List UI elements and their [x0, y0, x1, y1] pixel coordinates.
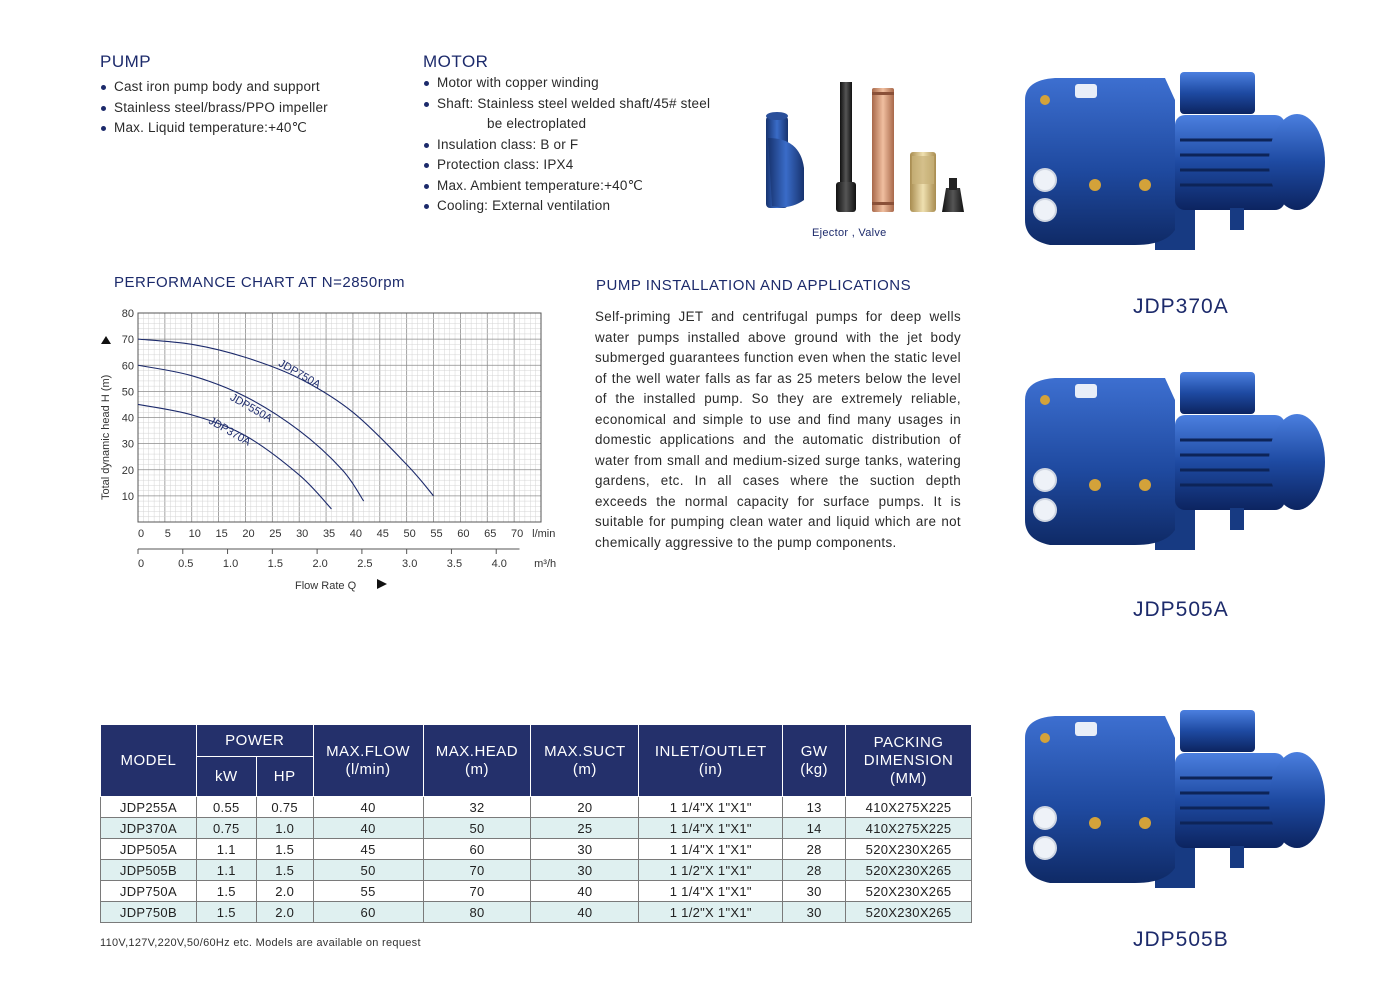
x-tick-label-m3h: 3.5: [446, 558, 463, 570]
header-packing-label2: DIMENSION: [863, 751, 954, 769]
table-cell: 20: [531, 797, 639, 818]
x-tick-label-lmin: 15: [215, 528, 228, 540]
header-max-suct-label: MAX.SUCT: [544, 742, 626, 760]
table-cell: 45: [313, 839, 423, 860]
table-cell: 30: [531, 839, 639, 860]
x-tick-label-lmin: 45: [376, 528, 389, 540]
pump-section: [100, 52, 328, 139]
x-tick-label-lmin: 0: [137, 528, 145, 540]
table-cell: 1 1/4"X 1"X1": [639, 881, 783, 902]
header-max-flow-label: MAX.FLOW: [326, 742, 411, 760]
motor-feature: Cooling: External ventilation: [423, 196, 710, 217]
table-cell: 1.5: [196, 881, 256, 902]
table-cell: JDP505B: [101, 860, 197, 881]
x-tick-label-lmin: 65: [484, 528, 497, 540]
header-packing-label: PACKING: [873, 733, 944, 751]
table-cell: 1.1: [196, 839, 256, 860]
series-label: JDP750A: [276, 357, 323, 392]
table-cell: 55: [313, 881, 423, 902]
motor-title: MOTOR: [423, 52, 489, 71]
table-cell: 80: [423, 902, 531, 923]
table-row: [101, 881, 972, 902]
table-cell: 40: [531, 902, 639, 923]
x-tick-label-lmin: 55: [430, 528, 443, 540]
x-tick-label-m3h: 0.5: [178, 558, 194, 570]
header-inlet-outlet: [639, 725, 783, 797]
x-tick-label-lmin: 40: [349, 528, 363, 540]
y-axis-arrow-icon: [101, 336, 111, 344]
y-tick-label: 20: [121, 464, 134, 477]
table-cell: 32: [423, 797, 531, 818]
x-tick-label-m3h: 1.0: [222, 558, 239, 570]
table-cell: 520X230X265: [846, 881, 972, 902]
x-tick-label-m3h: 2.5: [357, 558, 373, 570]
motor-feature-text: Shaft: Stainless steel welded shaft/45# steel: [437, 95, 711, 111]
table-row: [101, 797, 972, 818]
x-tick-label-m3h: 4.0: [491, 558, 507, 570]
header-max-suct-unit: (m): [572, 760, 597, 778]
table-cell: 1 1/2"X 1"X1": [639, 902, 783, 923]
table-cell: 60: [313, 902, 423, 923]
table-cell: 2.0: [256, 881, 313, 902]
header-max-head-unit: (m): [464, 760, 489, 778]
table-cell: 1 1/4"X 1"X1": [639, 797, 783, 818]
x-tick-label-m3h: 2.0: [312, 558, 328, 570]
table-cell: JDP370A: [101, 818, 197, 839]
pump-image-jdp505b: [1015, 698, 1330, 898]
spec-table-body: [101, 797, 972, 923]
table-row: [101, 839, 972, 860]
table-cell: 40: [531, 881, 639, 902]
table-cell: 1.5: [256, 839, 313, 860]
table-cell: 60: [423, 839, 531, 860]
x-axis-label: Flow Rate Q: [295, 580, 357, 592]
spec-table: [100, 724, 972, 923]
pump-features: [100, 77, 328, 139]
table-cell: 50: [313, 860, 423, 881]
y-tick-label: 80: [121, 308, 134, 320]
table-cell: 70: [423, 881, 531, 902]
motor-feature-continuation: be electroplated: [487, 116, 587, 131]
table-cell: 1 1/4"X 1"X1": [639, 818, 783, 839]
table-cell: 520X230X265: [846, 860, 972, 881]
x-tick-label-lmin: 30: [296, 528, 309, 540]
x-tick-label-lmin: 25: [269, 528, 282, 540]
table-cell: 1.1: [196, 860, 256, 881]
pump-feature: Max. Liquid temperature:+40℃: [100, 118, 328, 139]
model-label-jdp505b: JDP505B: [1133, 928, 1229, 951]
table-cell: 50: [423, 818, 531, 839]
motor-feature: Max. Ambient temperature:+40℃: [423, 176, 710, 197]
table-cell: 1 1/4"X 1"X1": [639, 839, 783, 860]
table-row: [101, 860, 972, 881]
header-max-flow-unit: (l/min): [345, 760, 391, 778]
x-tick-label-m3h: 0: [137, 558, 145, 570]
installation-text: Self-priming JET and centrifugal pumps for deep wells water pumps installed above ground with the jet body submerged guarantees function even when the static level of the well water falls as far as 25 meters below the level of the installed pump. So they are extremely reliable, economical and simple to use and find many usages in domestic applications and the automatic distribution of water from small and medium-sized surge tanks, watering gardens, etc. In all cases where the suction depth exceeds the normal capacity for surface pumps. It is suitable for pumping clean water and liquid which are not chemically aggressive to the pump components.: [595, 309, 961, 550]
y-tick-label: 10: [121, 490, 134, 503]
pump-image-jdp370a: [1015, 60, 1330, 260]
pump-feature: Stainless steel/brass/PPO impeller: [100, 98, 328, 119]
motor-feature: Protection class: IPX4: [423, 155, 710, 176]
installation-title: PUMP INSTALLATION AND APPLICATIONS: [596, 277, 912, 294]
table-cell: 2.0: [256, 902, 313, 923]
y-tick-label: 70: [121, 334, 134, 347]
series-label: JDP550A: [227, 391, 275, 426]
header-packing: [846, 725, 972, 797]
accessories-caption: Ejector , Valve: [812, 227, 887, 239]
y-tick-label: 40: [121, 412, 134, 425]
header-power: POWER: [196, 725, 313, 757]
table-footnote: 110V,127V,220V,50/60Hz etc. Models are available on request: [100, 937, 421, 949]
table-cell: 28: [783, 860, 846, 881]
ejector-icon: [766, 112, 804, 208]
performance-chart: [95, 300, 570, 600]
table-cell: 1 1/2"X 1"X1": [639, 860, 783, 881]
y-tick-label: 50: [121, 386, 134, 399]
table-cell: 30: [531, 860, 639, 881]
x-tick-label-m3h: 3.0: [402, 558, 418, 570]
header-max-flow: [313, 725, 423, 797]
table-cell: 1.5: [196, 902, 256, 923]
x-tick-label-lmin: 10: [188, 528, 201, 540]
venturi-tube-icon: [836, 82, 856, 212]
x-tick-label-lmin: 50: [403, 528, 416, 540]
header-inlet-outlet-label: INLET/OUTLET: [654, 742, 767, 760]
header-inlet-outlet-unit: (in): [698, 760, 723, 778]
foot-valve-icon: [910, 152, 936, 212]
x-tick-label-m3h: 1.5: [267, 558, 283, 570]
header-model: MODEL: [101, 725, 197, 797]
table-cell: 14: [783, 818, 846, 839]
table-cell: JDP505A: [101, 839, 197, 860]
table-cell: 1.5: [256, 860, 313, 881]
x-tick-label-lmin: 5: [164, 528, 171, 540]
table-cell: 70: [423, 860, 531, 881]
y-axis-label: Total dynamic head H (m): [100, 374, 112, 500]
table-cell: 30: [783, 902, 846, 923]
header-gw: [783, 725, 846, 797]
pump-title: PUMP: [100, 52, 152, 71]
table-cell: 0.75: [196, 818, 256, 839]
table-cell: JDP750A: [101, 881, 197, 902]
table-cell: 520X230X265: [846, 839, 972, 860]
table-cell: 0.75: [256, 797, 313, 818]
table-cell: JDP750B: [101, 902, 197, 923]
table-cell: 410X275X225: [846, 818, 972, 839]
header-max-suct: [531, 725, 639, 797]
x-tick-label-lmin: 60: [457, 528, 470, 540]
table-cell: 28: [783, 839, 846, 860]
motor-feature: [423, 94, 710, 135]
y-tick-label: 60: [121, 360, 134, 373]
motor-feature: Insulation class: B or F: [423, 135, 710, 156]
table-cell: 13: [783, 797, 846, 818]
chart-title: PERFORMANCE CHART AT N=2850rpm: [114, 274, 406, 291]
pump-feature: Cast iron pump body and support: [100, 77, 328, 98]
header-kw: kW: [196, 757, 256, 797]
header-gw-unit: (kg): [800, 760, 829, 778]
table-cell: JDP255A: [101, 797, 197, 818]
table-cell: 30: [783, 881, 846, 902]
plug-icon: [942, 178, 964, 212]
header-hp: HP: [256, 757, 313, 797]
motor-feature: Motor with copper winding: [423, 73, 710, 94]
x-unit-lmin: l/min: [532, 528, 556, 540]
table-cell: 520X230X265: [846, 902, 972, 923]
table-cell: 410X275X225: [846, 797, 972, 818]
table-cell: 0.55: [196, 797, 256, 818]
header-max-head-label: MAX.HEAD: [435, 742, 519, 760]
ejector-valve-illustration: [760, 78, 970, 218]
table-row: [101, 902, 972, 923]
table-cell: 40: [313, 797, 423, 818]
header-max-head: [423, 725, 531, 797]
model-label-jdp505a: JDP505A: [1133, 598, 1229, 621]
copper-pipe-icon: [872, 88, 894, 212]
x-tick-label-lmin: 20: [242, 528, 255, 540]
motor-features: [423, 73, 710, 217]
x-axis-arrow-icon: [377, 579, 387, 589]
x-tick-label-lmin: 35: [322, 528, 336, 540]
model-label-jdp370a: JDP370A: [1133, 295, 1229, 318]
table-cell: 1.0: [256, 818, 313, 839]
pump-image-jdp505a: [1015, 360, 1330, 560]
table-cell: 40: [313, 818, 423, 839]
table-row: [101, 818, 972, 839]
table-cell: 25: [531, 818, 639, 839]
y-tick-label: 30: [121, 438, 134, 451]
series-label: JDP370A: [206, 414, 253, 449]
motor-section: [423, 52, 710, 217]
x-unit-m3h: m³/h: [534, 558, 557, 570]
header-packing-unit: (MM): [890, 769, 928, 787]
x-tick-label-lmin: 70: [511, 528, 524, 540]
header-gw-label: GW: [800, 742, 828, 760]
